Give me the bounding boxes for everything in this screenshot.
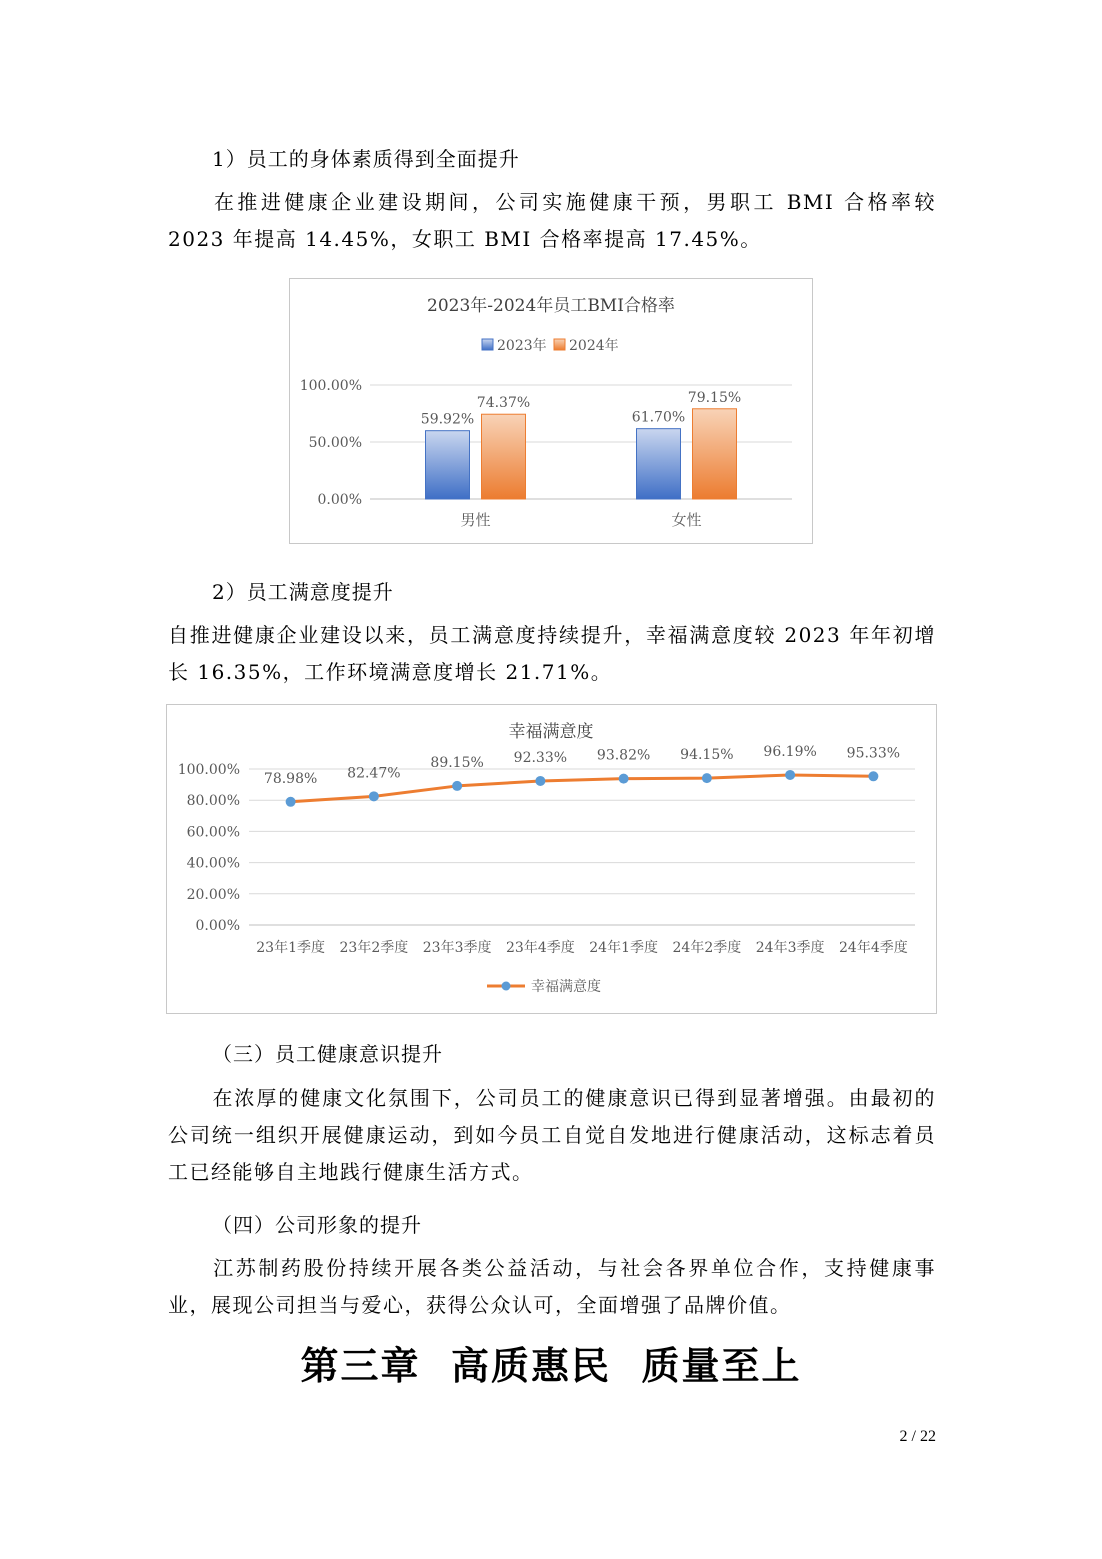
happiness-point-0 — [286, 797, 296, 807]
happiness-data-label: 78.98% — [263, 770, 318, 787]
line-y-tick: 100.00% — [177, 762, 240, 778]
paragraph-satisfaction — [168, 617, 936, 691]
happiness-x-tick: 23年4季度 — [506, 940, 575, 956]
section-heading-physical: 1）员工的身体素质得到全面提升 — [212, 147, 520, 171]
happiness-data-label: 93.82% — [596, 747, 651, 764]
bmi-chart-svg — [290, 279, 812, 543]
happiness-x-tick: 24年3季度 — [755, 940, 825, 956]
section-heading-image: （四）公司形象的提升 — [212, 1213, 422, 1237]
bmi-data-label: 59.92% — [420, 411, 475, 428]
legend-marker — [502, 982, 511, 991]
happiness-chart — [166, 704, 937, 1014]
happiness-x-tick: 24年4季度 — [839, 940, 908, 956]
happiness-x-tick: 23年3季度 — [422, 940, 492, 956]
happiness-x-tick: 24年2季度 — [672, 940, 742, 956]
happiness-point-6 — [785, 770, 795, 780]
bmi-data-label: 61.70% — [631, 409, 686, 426]
happiness-legend — [487, 978, 601, 995]
paragraph-image — [168, 1250, 936, 1324]
paragraph-satisfaction-text: 自推进健康企业建设以来，员工满意度持续提升，幸福满意度较 2023 年年初增长 16.35%，工作环境满意度增长 21.71%。 — [168, 623, 936, 684]
happiness-x-tick: 24年1季度 — [589, 940, 658, 956]
bmi-bar-2023-0 — [426, 431, 470, 499]
bmi-data-label: 79.15% — [687, 389, 742, 406]
happiness-data-label: 92.33% — [513, 749, 568, 766]
paragraph-bmi-text: 在推进健康企业建设期间，公司实施健康干预，男职工 BMI 合格率较 2023 年提高 14.45%，女职工 BMI 合格率提高 17.45%。 — [168, 190, 936, 251]
bmi-bar-2024-1 — [693, 409, 737, 499]
legend-swatch-2024 — [554, 339, 565, 350]
happiness-data-label: 82.47% — [347, 765, 401, 782]
bmi-data-label: 74.37% — [476, 395, 531, 412]
bmi-x-tick: 男性 — [460, 511, 491, 529]
happiness-data-label: 94.15% — [680, 747, 734, 764]
happiness-x-tick: 23年1季度 — [256, 940, 325, 956]
happiness-point-7 — [868, 771, 878, 781]
bmi-bar-2023-1 — [637, 429, 681, 499]
paragraph-image-text: 江苏制药股份持续开展各类公益活动，与社会各界单位合作，支持健康事业，展现公司担当与爱心，获得公众认可，全面增强了品牌价值。 — [168, 1256, 936, 1317]
happiness-chart-title: 幸福满意度 — [508, 722, 594, 742]
paragraph-bmi — [168, 184, 936, 258]
happiness-point-1 — [369, 791, 379, 801]
happiness-point-2 — [452, 781, 462, 791]
legend-label-2023: 2023年 — [497, 338, 547, 354]
happiness-point-3 — [535, 776, 545, 786]
bmi-legend — [482, 337, 619, 354]
happiness-data-label: 95.33% — [846, 745, 901, 762]
line-y-tick: 60.00% — [186, 824, 240, 841]
legend-swatch-2023 — [482, 339, 493, 350]
section-heading-awareness: （三）员工健康意识提升 — [212, 1042, 443, 1066]
chapter-title: 第三章 高质惠民 质量至上 — [300, 1344, 802, 1388]
bmi-x-tick: 女性 — [671, 511, 702, 529]
happiness-data-label: 89.15% — [430, 754, 484, 771]
paragraph-awareness — [168, 1080, 936, 1191]
section-heading-satisfaction: 2）员工满意度提升 — [212, 580, 394, 604]
paragraph-awareness-text: 在浓厚的健康文化氛围下，公司员工的健康意识已得到显著增强。由最初的公司统一组织开展健康运动，到如今员工自觉自发地进行健康活动，这标志着员工已经能够自主地践行健康生活方式。 — [168, 1086, 936, 1184]
line-y-tick: 20.00% — [186, 886, 240, 903]
happiness-point-5 — [702, 773, 712, 783]
happiness-chart-svg — [167, 705, 936, 1013]
bmi-chart — [289, 278, 813, 544]
happiness-x-tick: 23年2季度 — [339, 940, 409, 956]
legend-label-2024: 2024年 — [569, 338, 619, 354]
bmi-bar-2024-0 — [482, 414, 526, 499]
bmi-chart-title: 2023年-2024年员工BMI合格率 — [427, 296, 675, 316]
bmi-y-tick: 0.00% — [317, 492, 362, 508]
bmi-y-tick: 50.00% — [308, 435, 362, 451]
bmi-y-tick: 100.00% — [299, 378, 362, 394]
happiness-point-4 — [619, 774, 629, 784]
line-y-tick: 0.00% — [195, 918, 240, 934]
line-y-tick: 80.00% — [186, 793, 240, 810]
page-number: 2 / 22 — [899, 1428, 936, 1445]
line-y-tick: 40.00% — [186, 855, 240, 872]
happiness-data-label: 96.19% — [763, 743, 817, 760]
legend-label-happiness: 幸福满意度 — [531, 979, 601, 995]
